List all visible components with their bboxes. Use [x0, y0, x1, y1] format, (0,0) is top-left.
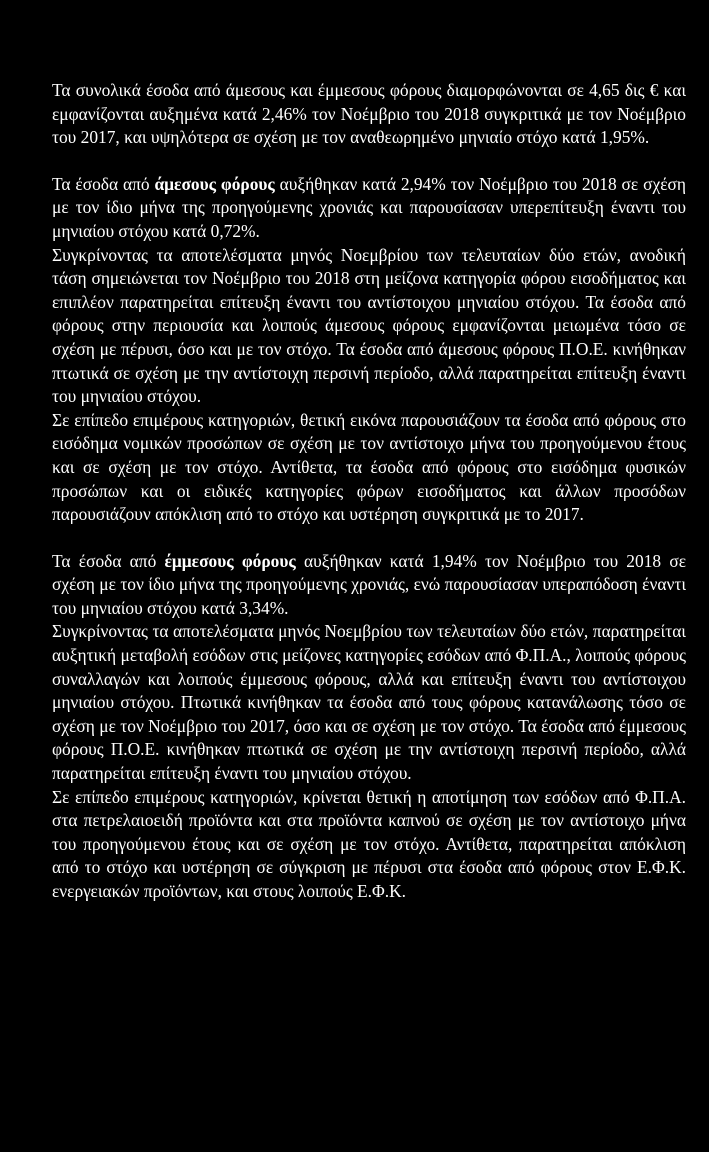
document-body — [52, 79, 686, 904]
direct-taxes-lead: Τα έσοδα από — [52, 173, 155, 194]
direct-taxes-rest: αυξήθηκαν κατά 2,94% τον Νοέμβριο του 2018 σε σχέση με τον ίδιο μήνα της προηγούμενης χρονιάς και παρουσίασαν υπερεπίτευξη έναντι του μηνιαίου στόχου κατά 0,72%. — [52, 173, 686, 241]
indirect-taxes-bold: έμμεσους φόρους — [164, 550, 296, 571]
indirect-taxes-lead: Τα έσοδα από — [52, 550, 165, 571]
direct-taxes-comparison: Συγκρίνοντας τα αποτελέσματα μηνός Νοεμβρίου των τελευταίων δύο ετών, ανοδική τάση σημειώνεται τον Νοέμβριο του 2018 στη μείζονα κατηγορία φόρου εισοδήματος και επιπλέον παρατηρείται επίτευξη έναντι του αντίστοιχου μηνιαίου στόχου. Τα έσοδα από φόρους στην περιουσία και λοιπούς άμεσους φόρους εμφανίζονται μειωμένα τόσο σε σχέση με πέρυσι, όσο και με τον στόχο. Τα έσοδα από άμεσους φόρους Π.Ο.Ε. κινήθηκαν πτωτικά σε σχέση με την αντίστοιχη περσινή περίοδο, αλλά παρατηρείται επίτευξη έναντι του μηνιαίου στόχου. — [52, 244, 686, 407]
indirect-taxes-comparison: Συγκρίνοντας τα αποτελέσματα μηνός Νοεμβρίου των τελευταίων δύο ετών, παρατηρείται αυξητική μεταβολή εσόδων στις μείζονες κατηγορίες εσόδων από Φ.Π.Α., λοιπούς φόρους συναλλαγών και λοιπούς έμμεσους φόρους, αλλά και επίτευξη έναντι του αντίστοιχου μηνιαίου στόχου. Πτωτικά κινήθηκαν τα έσοδα από τους φόρους κατανάλωσης τόσο σε σχέση με τον Νοέμβριο του 2017, όσο και σε σχέση με τον στόχο. Τα έσοδα από έμμεσους φόρους Π.Ο.Ε. κινήθηκαν πτωτικά σε σχέση με την αντίστοιχη περσινή περίοδο, αλλά παρατηρείται επίτευξη έναντι του μηνιαίου στόχου. — [52, 621, 686, 784]
indirect-taxes-rest: αυξήθηκαν κατά 1,94% τον Νοέμβριο του 2018 σε σχέση με τον ίδιο μήνα της προηγούμενης χρονιάς, ενώ παρουσίασαν υπεραπόδοση έναντι του μηνιαίου στόχου κατά 3,34%. — [52, 550, 686, 618]
indirect-taxes-categories: Σε επίπεδο επιμέρους κατηγοριών, κρίνεται θετική η αποτίμηση των εσόδων από Φ.Π.Α. στα πετρελαιοειδή προϊόντα και στα προϊόντα καπνού σε σχέση με τον αντίστοιχο μήνα του προηγούμενου έτους και σε σχέση με τον στόχο. Αντίθετα, παρατηρείται απόκλιση από το στόχο και υστέρηση σε σύγκριση με πέρυσι στα έσοδα από φόρους στον Ε.Φ.Κ. ενεργειακών προϊόντων, και στους λοιπούς Ε.Φ.Κ. — [52, 786, 686, 901]
direct-taxes-bold: άμεσους φόρους — [154, 173, 275, 194]
intro-paragraph: Τα συνολικά έσοδα από άμεσους και έμμεσους φόρους διαμορφώνονται σε 4,65 δις € και εμφανίζονται αυξημένα κατά 2,46% τον Νοέμβριο του 2018 συγκριτικά με τον Νοέμβριο του 2017, και υψηλότερα σε σχέση με τον αναθεωρημένο μηνιαίο στόχο κατά 1,95%. — [52, 80, 686, 148]
direct-taxes-paragraph — [52, 173, 686, 244]
direct-taxes-categories: Σε επίπεδο επιμέρους κατηγοριών, θετική εικόνα παρουσιάζουν τα έσοδα από φόρους στο εισόδημα νομικών προσώπων σε σχέση με τον αντίστοιχο μήνα του προηγούμενου έτους και σε σχέση με τον στόχο. Αντίθετα, τα έσοδα από φόρους στο εισόδημα φυσικών προσώπων και οι ειδικές κατηγορίες φόρων εισοδήματος και άλλων προσόδων παρουσιάζουν απόκλιση από το στόχο και υστέρηση συγκριτικά με το 2017. — [52, 409, 686, 525]
indirect-taxes-paragraph — [52, 550, 686, 621]
